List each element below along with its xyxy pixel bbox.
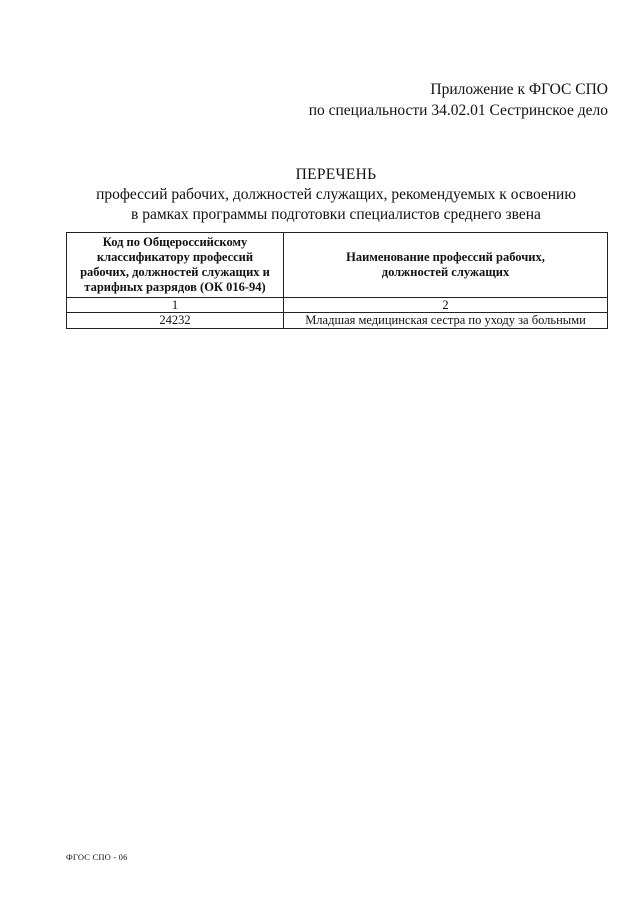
header-name-line-1: Наименование профессий рабочих, — [346, 250, 545, 264]
table-header-row — [67, 233, 608, 298]
page-footer: ФГОС СПО - 06 — [66, 852, 128, 862]
header-code — [67, 233, 284, 298]
title-block — [0, 165, 640, 225]
column-number-2: 2 — [284, 298, 608, 313]
appendix-header — [309, 79, 608, 121]
subtitle-line-1: профессий рабочих, должностей служащих, рекомендуемых к освоению — [96, 186, 576, 203]
column-number-1: 1 — [67, 298, 284, 313]
document-title: ПЕРЕЧЕНЬ — [295, 166, 377, 183]
column-number-row — [67, 298, 608, 313]
profession-code: 24232 — [67, 313, 284, 329]
header-code-line-1: Код по Общероссийскому — [102, 235, 248, 249]
header-code-line-3: рабочих, должностей служащих и — [80, 265, 270, 279]
header-name-line-2: должностей служащих — [381, 265, 510, 279]
appendix-line-1: Приложение к ФГОС СПО — [430, 81, 608, 98]
subtitle-line-2: в рамках программы подготовки специалистов среднего звена — [131, 206, 541, 223]
table-row — [67, 313, 608, 329]
profession-name: Младшая медицинская сестра по уходу за больными — [284, 313, 608, 329]
header-name — [284, 233, 608, 298]
appendix-line-2: по специальности 34.02.01 Сестринское дело — [308, 102, 608, 119]
professions-table — [66, 232, 608, 329]
header-code-line-4: тарифных разрядов (ОК 016-94) — [84, 280, 266, 294]
header-code-line-2: классификатору профессий — [96, 250, 254, 264]
